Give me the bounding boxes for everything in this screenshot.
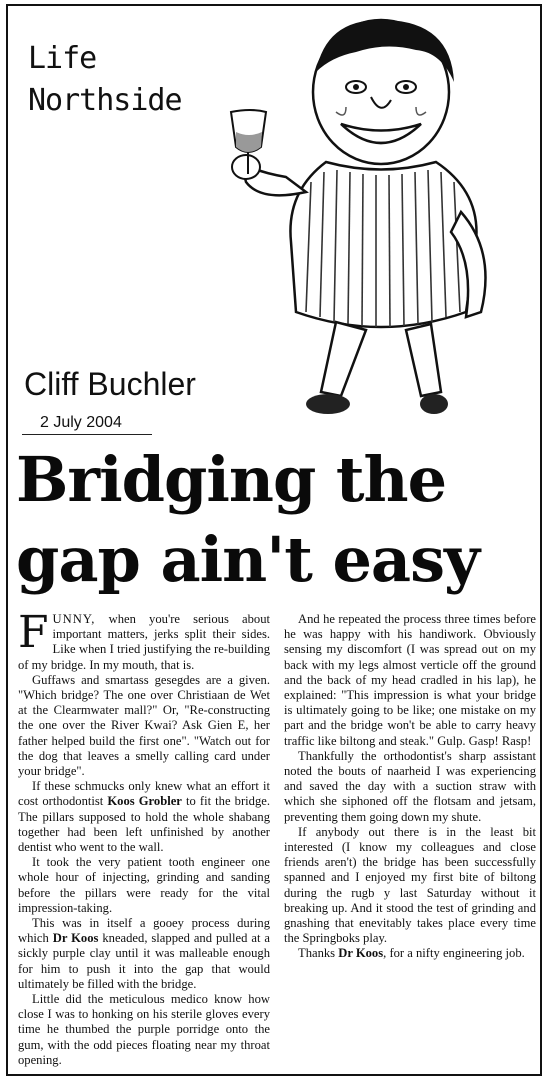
column-name-line2: Northside — [28, 83, 182, 118]
name-dr-koos-thanks: Dr Koos — [338, 946, 384, 961]
paragraph-3 — [18, 779, 270, 855]
paragraph-3-text-b: to fit the bridge. The pillars supposed to hold the whole shabang together had been left unfinished by another dentist who went to the wall. — [18, 794, 270, 855]
paragraph-1-text: when you're serious about important matters, jerks split their sides. Like when I tried justifying the re-building of my bridge. In my mouth, that is. — [18, 612, 270, 672]
lead-caps: UNNY, — [52, 612, 96, 626]
byline-author: Cliff Buchler — [24, 366, 196, 402]
article-column-right — [284, 612, 536, 962]
column-name-line1: Life — [28, 41, 97, 76]
paragraph-5 — [18, 916, 270, 992]
paragraph-6: Little did the meticulous medico know how close I was to honking on his sterile gloves every time he thumbed the purple porridge onto the gum, with the odd pieces floating near my throat opening. — [18, 992, 270, 1067]
headline-line1: Bridging the — [16, 443, 447, 516]
publication-date: 2 July 2004 — [40, 414, 122, 431]
headline — [16, 440, 536, 600]
date-rule — [22, 434, 152, 435]
article-column-left — [18, 607, 270, 1068]
paragraph-10-text-a: Thanks — [298, 946, 339, 961]
paragraph-2: Guffaws and smartass gesegdes are a given. "Which bridge? The one over Christiaan de Wet at the Clearmwater mall?" Or, "Re-constructing the one over the River Kwai? Ask Gien E, her father helped build the first one". "Watch out for the dog that leaves a smelly calling card under your bridge". — [18, 672, 270, 779]
drop-cap: F — [18, 607, 49, 658]
caricature-illustration — [216, 12, 536, 432]
paragraph-7: And he repeated the process three times before he was happy with his handiwork. Obviously sensing my discomfort (I was spread out on my back with my legs almost verticle off the ground and the back of my head cradled in his lap), he explained: "This impression is what your bridge is ultimately going to be like; one mistake on my part and the bridge won't be able to carry heavy traffic like biltong and steak." Gulp. Gasp! Rasp! — [284, 612, 536, 748]
name-koos-grobler: Koos Grobler — [107, 794, 182, 809]
paragraph-1 — [18, 607, 270, 673]
paragraph-8: Thankfully the orthodontist's sharp assistant noted the bouts of naarheid I was experiencing and saved the day with a suction straw with which she siphoned off the flotsam and jetsam, preventing them going down my shute. — [284, 748, 536, 824]
paragraph-3-text-a: If these schmucks only knew what an effort it cost orthodontist — [18, 779, 270, 809]
column-name — [28, 38, 182, 122]
paragraph-9: If anybody out there is in the least bit interested (I know my colleagues and close friends aren't) the bridge has been successfully spanned and I enjoyed my first bite of biltong during the rugb y last Saturday without it breaking up. And it stood the test of grinding and gnashing that enevitably takes place every time the Springboks play. — [284, 824, 536, 946]
headline-line2: gap ain't easy — [16, 523, 480, 596]
paragraph-5-text-b: kneaded, slapped and pulled at a sickly purple clay until it was malleable enough for him to push it into the gap that would ultimately be filled with the bridge. — [18, 931, 270, 991]
name-dr-koos: Dr Koos — [52, 931, 99, 946]
paragraph-5-text-a: This was in itself a gooey process during which — [18, 916, 270, 946]
paragraph-10-text-b: , for a nifty engineering job. — [383, 946, 525, 961]
paragraph-4: It took the very patient tooth engineer one whole hour of injecting, grinding and sanding before the pillars were ready for the vital impression-taking. — [18, 855, 270, 915]
paragraph-10 — [284, 946, 536, 961]
